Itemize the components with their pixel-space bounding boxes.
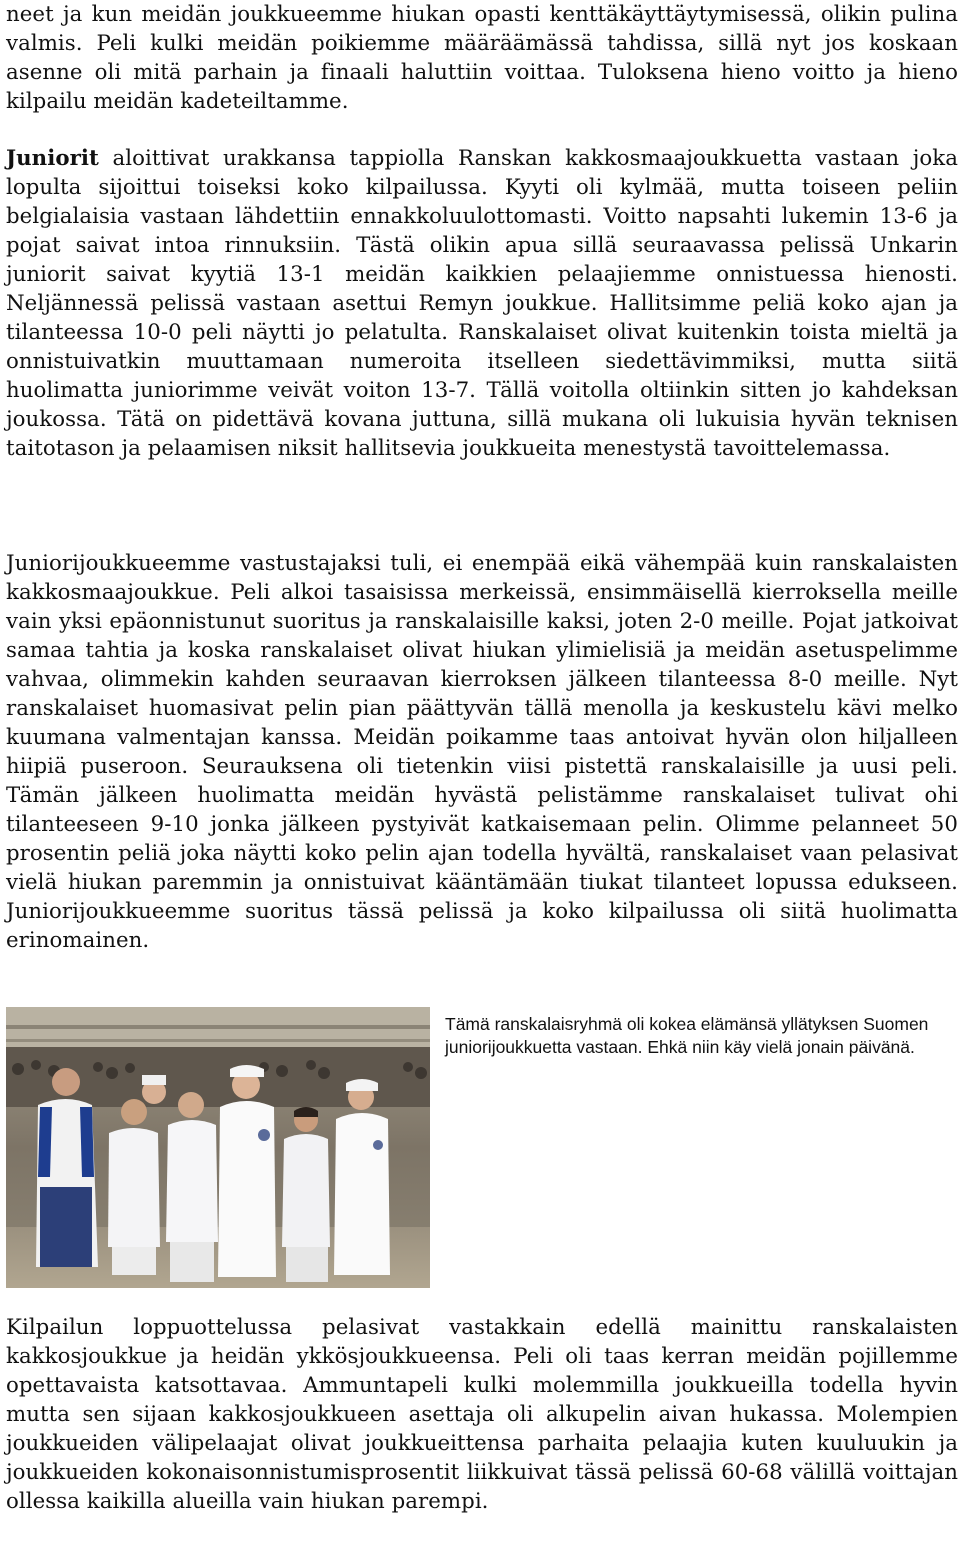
photo-caption: Tämä ranskalaisryhmä oli kokea elämänsä yllätyksen Suomen juniorijoukkuetta vastaan. Ehkä niin käy vielä jonain päivänä.: [445, 1014, 929, 1057]
paragraph-quarterfinal: Juniorijoukkueemme vastustajaksi tuli, ei enempää eikä vähempää kuin ranskalaisten kakkosmaajoukkue. Peli alkoi tasaisissa merkeissä, ensimmäisellä kierroksella meille vain yksi epäonnistunut suoritus ja ranskalaisille kaksi, joten 2-0 meille. Pojat jatkoivat samaa tahtia ja koska ranskalaiset olivat hiukan ylimielisiä ja meidän asetuspelimme vahvaa, olimmekin kahden seuraavan kierroksen jälkeen tilanteessa 8-0 meille. Nyt ranskalaiset huomasivat pelin pian päättyvän tällä menolla ja keskustelu kävi melko kuumana valmentajan kanssa. Meidän poikamme taas antoivat hyvän olon hiljalleen hiipiä puseroon. Seurauksena oli tietenkin viisi pistettä ranskalaisille ja uusi peli. Tämän jälkeen huolimatta meidän hyvästä pelistämme ranskalaiset tulivat ohi tilanteeseen 9-10 jonka jälkeen pystyivät katkaisemaan pelin. Olimme pelanneet 50 prosentin peliä joka näytti koko pelin ajan todella hyvältä, ranskalaiset vaan pelasivat vielä hiukan paremmin ja onnistuivat kääntämään tiukat tilanteet lopussa edukseen. Juniorijoukkueemme suoritus tässä pelissä ja koko kilpailussa oli siitä huolimatta erinomainen.: [6, 551, 958, 953]
paragraph-intro: neet ja kun meidän joukkueemme hiukan opasti kenttäkäyttäytymisessä, olikin pulina valmis. Peli kulki meidän poikiemme määräämässä tahdissa, sillä nyt jos koskaan asenne oli mitä parhain ja finaali haluttiin voittaa. Tuloksena hieno voitto ja hieno kilpailu meidän kadeteiltamme.: [6, 2, 958, 114]
paragraph-juniors: [6, 144, 958, 463]
team-photo: [6, 1007, 430, 1288]
paragraph-final: Kilpailun loppuottelussa pelasivat vastakkain edellä mainittu ranskalaisten kakkosjoukkue ja heidän ykkösjoukkueensa. Peli oli taas kerran meidän pojillemme opettavaista katsottavaa. Ammuntapeli kulki molemmilla joukkueilla todella hyvin mutta sen sijaan kakkosjoukkueen asettaja oli alkupelin aivan hukassa. Molempien joukkueiden välipelaajat olivat joukkueittensa parhaita pelaajia kuten kuuluukin ja joukkueiden kokonaisonnistumisprosentit liikkuivat tässä pelissä 60-68 välillä voittajan ollessa kaikilla alueilla vain hiukan parempi.: [6, 1315, 958, 1514]
paragraph-lead-juniors: Juniorit: [6, 146, 99, 171]
paragraph-juniors-body: aloittivat urakkansa tappiolla Ranskan kakkosmaajoukkuetta vastaan joka lopulta sijoittui toiseksi koko kilpailussa. Kyyti oli kylmää, mutta toiseen peliin belgialaisia vastaan lähdettiin ennakkoluulottomasti. Voitto napsahti lukemin 13-6 ja pojat saivat intoa rinnuksiin. Tästä olikin apua sillä seuraavassa pelissä Unkarin juniorit saivat kyytiä 13-1 meidän kaikkien pelaajiemme onnistuessa hienosti. Neljännessä pelissä vastaan asettui Remyn joukkue. Hallitsimme peliä koko ajan ja tilanteessa 10-0 peli näytti jo pelatulta. Ranskalaiset olivat kuitenkin toista mieltä ja onnistuivatkin muuttamaan numeroita itselleen siedettävimmiksi, mutta siitä huolimatta juniorimme veivät voiton 13-7. Tällä voitolla oltiinkin sitten jo kahdeksan joukossa. Tätä on pidettävä kovana juttuna, sillä mukana oli lukuisia hyvän teknisen taitotason ja pelaamisen niksit hallitsevia joukkueita menestystä tavoittelemassa.: [6, 146, 958, 461]
